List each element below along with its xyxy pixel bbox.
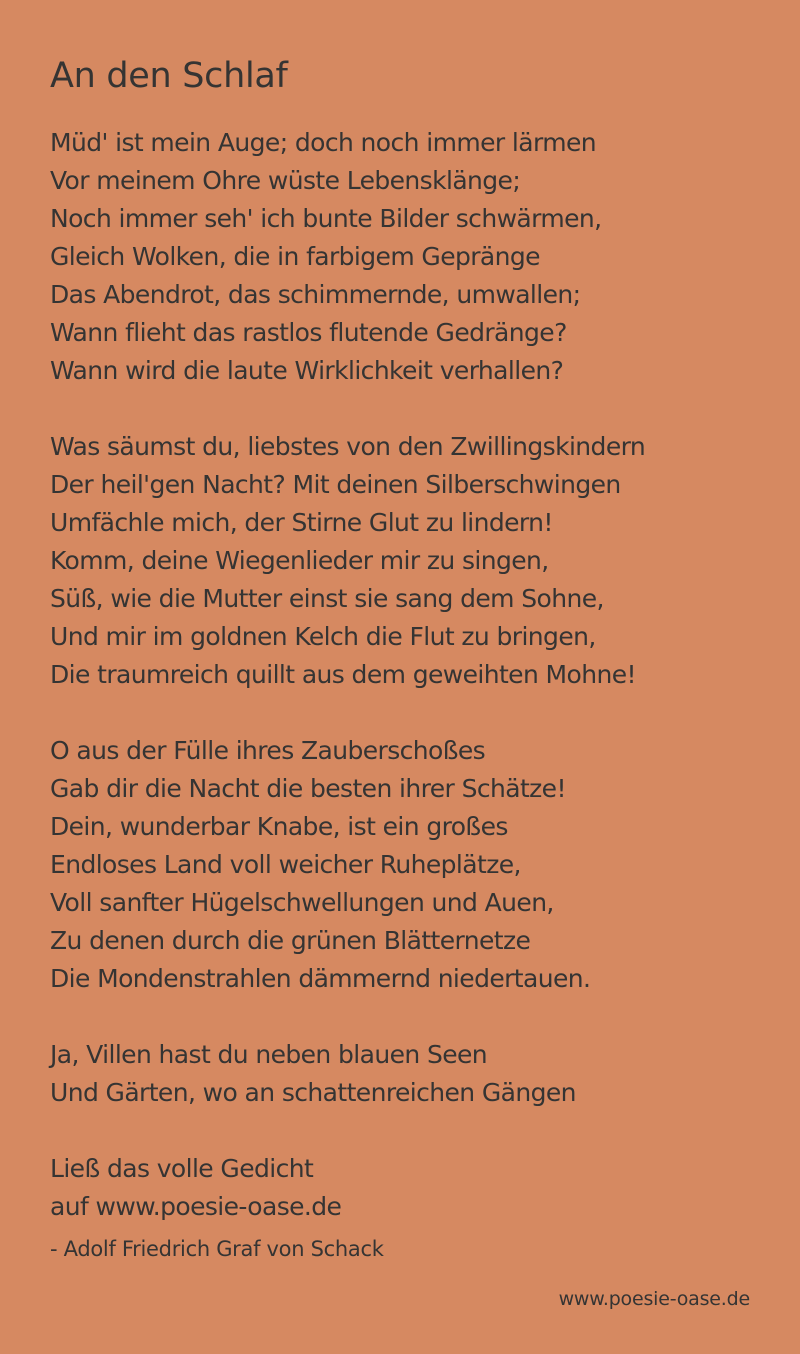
read-full-poem-note — [50, 1150, 760, 1226]
poem-line: Zu denen durch die grünen Blätternetze — [50, 926, 531, 955]
poem-line: Müd' ist mein Auge; doch noch immer lärmen — [50, 128, 596, 157]
poem-line: O aus der Fülle ihres Zauberschoßes — [50, 736, 486, 765]
poem-line: Und Gärten, wo an schattenreichen Gängen — [50, 1078, 576, 1107]
poem-line: Ja, Villen hast du neben blauen Seen — [50, 1040, 488, 1069]
poem-line: Was säumst du, liebstes von den Zwillingskindern — [50, 432, 646, 461]
poem-line: Die Mondenstrahlen dämmernd niedertauen. — [50, 964, 591, 993]
poem-line: Komm, deine Wiegenlieder mir zu singen, — [50, 546, 549, 575]
poem-line: Vor meinem Ohre wüste Lebensklänge; — [50, 166, 521, 195]
poem-line: Gleich Wolken, die in farbigem Gepränge — [50, 242, 540, 271]
poem-line: Das Abendrot, das schimmernde, umwallen; — [50, 280, 581, 309]
poem-body — [50, 124, 760, 1112]
poem-line: Endloses Land voll weicher Ruheplätze, — [50, 850, 521, 879]
poem-line: Dein, wunderbar Knabe, ist ein großes — [50, 812, 508, 841]
poem-line: Süß, wie die Mutter einst sie sang dem Sohne, — [50, 584, 604, 613]
stanza-4 — [50, 1036, 760, 1112]
poem-line: Die traumreich quillt aus dem geweihten Mohne! — [50, 660, 636, 689]
stanza-1 — [50, 124, 760, 390]
poem-page — [50, 52, 760, 1264]
poem-line: Gab dir die Nacht die besten ihrer Schätze! — [50, 774, 566, 803]
poem-line: Umfächle mich, der Stirne Glut zu lindern! — [50, 508, 553, 537]
poem-author: - Adolf Friedrich Graf von Schack — [50, 1237, 384, 1261]
poem-line: Voll sanfter Hügelschwellungen und Auen, — [50, 888, 554, 917]
cta-line-2: auf www.poesie-oase.de — [50, 1192, 342, 1221]
poem-title: An den Schlaf — [50, 56, 288, 96]
poem-line: Wann flieht das rastlos flutende Gedränge? — [50, 318, 567, 347]
stanza-2 — [50, 428, 760, 694]
cta-line-1: Ließ das volle Gedicht — [50, 1154, 314, 1183]
poem-line: Noch immer seh' ich bunte Bilder schwärmen, — [50, 204, 602, 233]
footer-site-url: www.poesie-oase.de — [558, 1288, 750, 1310]
poem-line: Wann wird die laute Wirklichkeit verhallen? — [50, 356, 564, 385]
stanza-3 — [50, 732, 760, 998]
poem-line: Und mir im goldnen Kelch die Flut zu bringen, — [50, 622, 596, 651]
poem-line: Der heil'gen Nacht? Mit deinen Silberschwingen — [50, 470, 621, 499]
